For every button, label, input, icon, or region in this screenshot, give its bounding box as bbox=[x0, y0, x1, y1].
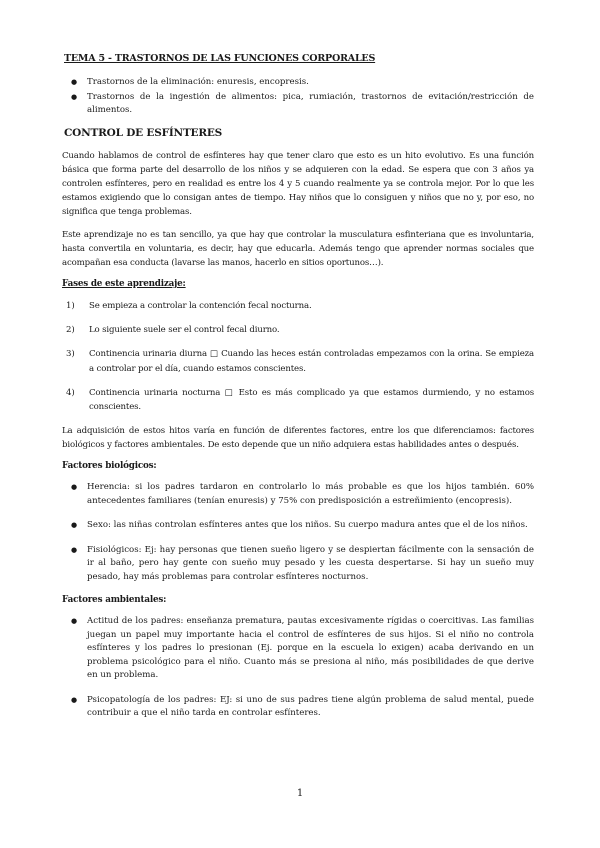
factors-paragraph: La adquisición de estos hitos varía en función de diferentes factores, entre los que diferenciamos: factores biológicos y factores ambientales. De esto depende que un niño adquiera estas habilidades antes o después. bbox=[62, 425, 534, 450]
phase-text: Continencia urinaria nocturna □ Esto es más complicado ya que estamos durmiendo, y no estamos conscientes. bbox=[89, 387, 534, 412]
phase-item bbox=[62, 323, 534, 337]
intro-bullet-list bbox=[62, 76, 534, 118]
paragraph: Este aprendizaje no es tan sencillo, ya que hay que controlar la musculatura esfinteriana que es involuntaria, hasta convertila en voluntaria, es decir, hay que educarla. Además tengo que aprender normas sociales que acompañan esa conducta (lavarse las manos, hacerlo en sitios oportunos…). bbox=[62, 229, 534, 269]
environmental-factors-list bbox=[62, 615, 534, 721]
page-title: TEMA 5 - TRASTORNOS DE LAS FUNCIONES CORPORALES bbox=[64, 53, 376, 64]
phase-item bbox=[62, 299, 534, 313]
phase-item bbox=[62, 386, 534, 414]
biological-factor-item: ● Sexo: las niñas controlan esfínteres antes que los niños. Su cuerpo madura antes que el de los niños. bbox=[62, 519, 534, 533]
phase-number: 4) bbox=[66, 387, 75, 398]
phase-number: 1) bbox=[66, 301, 75, 312]
biological-factor-item: ● Herencia: si los padres tardaron en controlarlo lo más probable es que los hijos también. 60% antecedentes familiares (tenían enuresis) y 75% con predisposición a estreñimiento (encopresis). bbox=[62, 481, 534, 508]
intro-bullet-item: ● Trastornos de la ingestión de alimentos: pica, rumiación, trastornos de evitación/restricción de alimentos. bbox=[62, 91, 534, 118]
phase-number: 2) bbox=[66, 325, 75, 336]
phase-text: Se empieza a controlar la contención fecal nocturna. bbox=[89, 301, 312, 312]
phase-number: 3) bbox=[66, 349, 75, 360]
section-title: CONTROL DE ESFÍNTERES bbox=[64, 126, 223, 139]
biological-factors-heading: Factores biológicos: bbox=[62, 461, 157, 471]
phases-heading: Fases de este aprendizaje: bbox=[62, 279, 186, 290]
environmental-factor-item: ● Actitud de los padres: enseñanza prematura, pautas excesivamente rígidas o coercitivas. Las familias juegan un papel muy importante hacia el control de esfínteres de sus hijos. Si el niño no controla esfínteres y los padres lo presionan (Ej. porque en la escuela lo exigen) acaba derivando en un problema psicológico para el niño. Cuanto más se presiona al niño, más posibilidades de que derive en un problema. bbox=[62, 615, 534, 683]
phase-text: Continencia urinaria diurna □ Cuando las heces están controladas empezamos con la orina. Se empieza a controlar por el día, cuando estamos conscientes. bbox=[89, 349, 534, 374]
biological-factors-list bbox=[62, 481, 534, 584]
intro-bullet-item: ● Trastornos de la eliminación: enuresis, encopresis. bbox=[62, 76, 534, 90]
environmental-factors-heading: Factores ambientales: bbox=[62, 595, 167, 605]
phase-item bbox=[62, 347, 534, 375]
phase-text: Lo siguiente suele ser el control fecal diurno. bbox=[89, 325, 280, 336]
biological-factor-item: ● Fisiológicos: Ej: hay personas que tienen sueño ligero y se despiertan fácilmente con la sensación de ir al baño, pero hay gente con sueño muy pesado y les cuesta despertarse. Si hay un sueño muy pesado, hay más problemas para controlar esfínteres nocturnos. bbox=[62, 544, 534, 585]
page-content bbox=[62, 53, 534, 732]
paragraph: Cuando hablamos de control de esfínteres hay que tener claro que esto es un hito evolutivo. Es una función básica que forma parte del desarrollo de los niños y se adquieren con la edad. Se espera que con 3 años ya controlen esfínteres, pero en realidad es entre los 4 y 5 cuando realmente ya se controla mejor. Por lo que les estamos exigiendo que lo consigan antes de tiempo. Hay niños que lo consiguen y niños que no y, por eso, no significa que tenga problemas. bbox=[62, 150, 534, 217]
environmental-factor-item: ● Psicopatología de los padres: EJ: si uno de sus padres tiene algún problema de salud mental, puede contribuir a que el niño tarda en controlar esfínteres. bbox=[62, 694, 534, 721]
phases-list bbox=[62, 299, 534, 414]
page-number: 1 bbox=[296, 788, 304, 799]
